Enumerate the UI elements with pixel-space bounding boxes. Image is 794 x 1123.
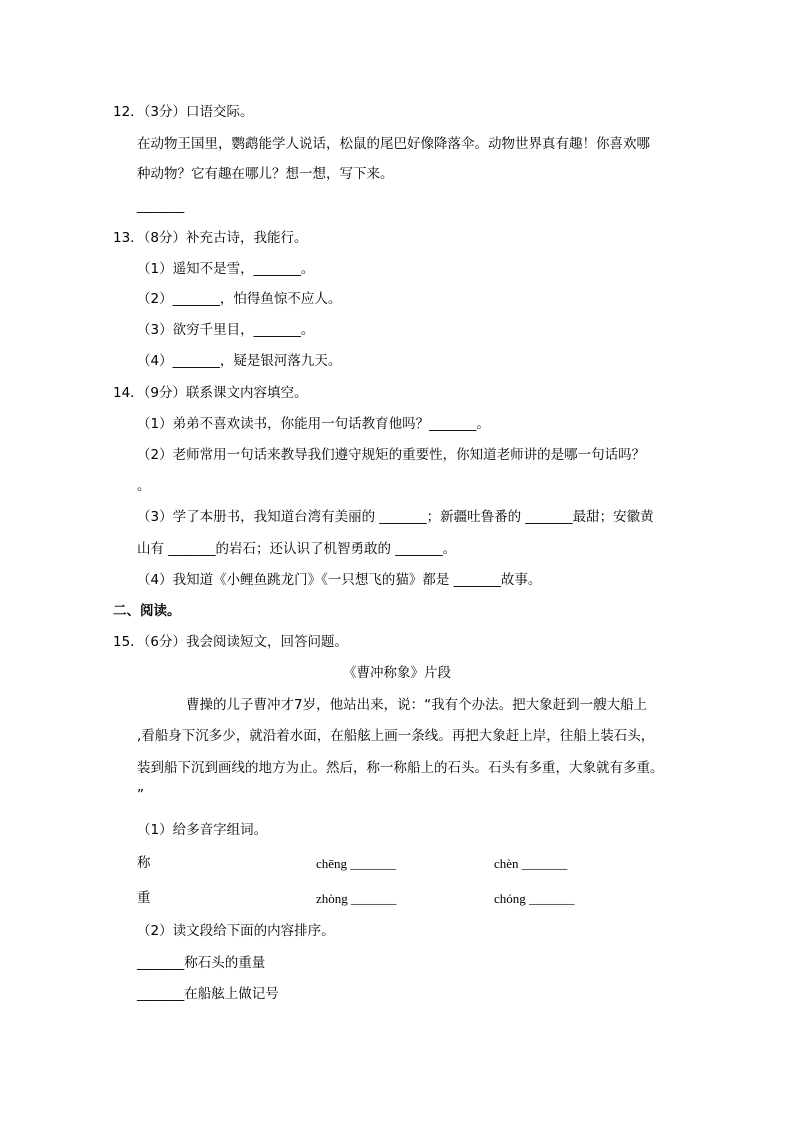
polyphone-1-reading-2: chèn _______ — [494, 856, 568, 871]
polyphone-1-reading-1: chēng _______ — [316, 856, 396, 871]
q12-title: 12．（3分）口语交际。 — [113, 104, 254, 120]
q15-title: 15．（6分）我会阅读短文，回答问题。 — [113, 634, 349, 650]
passage-line-3: 装到船下沉到画线的地方为止。然后，称一称船上的石头。石头有多重，大象就有多重。 — [137, 760, 664, 776]
q15-sub2-title: （2）读文段给下面的内容排序。 — [137, 923, 335, 939]
polyphone-2-reading-2: chóng _______ — [494, 891, 575, 906]
q13-item-4: （4）_______，疑是银河落九天。 — [137, 353, 342, 369]
q13-title: 13．（8分）补充古诗，我能行。 — [113, 230, 308, 246]
section-heading-reading: 二、阅读。 — [113, 603, 181, 619]
q14-item-4: （4）我知道《小鲤鱼跳龙门》《一只想飞的猫》都是 _______故事。 — [137, 572, 542, 588]
passage-line-1: 曹操的儿子曹冲才7岁，他站出来，说：“我有个办法。把大象赶到一艘大船上 — [186, 697, 648, 713]
q15-sub1-title: （1）给多音字组词。 — [137, 822, 268, 838]
q13-item-2: （2）_______，怕得鱼惊不应人。 — [137, 291, 342, 307]
order-item-1: _______称石头的重量 — [137, 955, 266, 971]
q14-item-3-line2: 山有 _______的岩石；还认识了机智勇敢的 _______。 — [137, 541, 457, 557]
q13-item-1: （1）遥知不是雪，_______。 — [137, 261, 315, 277]
q14-item-1: （1）弟弟不喜欢读书，你能用一句话教育他吗？_______。 — [137, 416, 490, 432]
q14-item-3-line1: （3）学了本册书，我知道台湾有美丽的 _______；新疆吐鲁番的 _______最甜；安徽黄 — [137, 509, 654, 525]
polyphone-char-1: 称 — [137, 855, 151, 871]
polyphone-char-2: 重 — [137, 890, 151, 906]
q12-answer-blank: _______ — [137, 198, 185, 214]
polyphone-2-reading-1: zhòng _______ — [316, 891, 397, 906]
q14-item-2: （2）老师常用一句话来教导我们遵守规矩的重要性，你知道老师讲的是哪一句话吗？ — [137, 447, 646, 463]
q14-item-2-end: 。 — [137, 478, 151, 494]
q12-text-line2: 种动物？它有趣在哪儿？想一想，写下来。 — [137, 166, 394, 182]
passage-line-4: ” — [137, 787, 144, 803]
order-item-2: _______在船舷上做记号 — [137, 986, 279, 1002]
q12-text-line1: 在动物王国里，鹦鹉能学人说话，松鼠的尾巴好像降落伞。动物世界真有趣！你喜欢哪 — [137, 136, 650, 152]
passage-title: 《曹冲称象》片段 — [343, 665, 451, 681]
q13-item-3: （3）欲穷千里目，_______。 — [137, 322, 315, 338]
passage-line-2: ,看船身下沉多少，就沿着水面，在船舷上画一条线。再把大象赶上岸，往船上装石头， — [137, 728, 655, 744]
q14-title: 14．（9分）联系课文内容填空。 — [113, 385, 308, 401]
